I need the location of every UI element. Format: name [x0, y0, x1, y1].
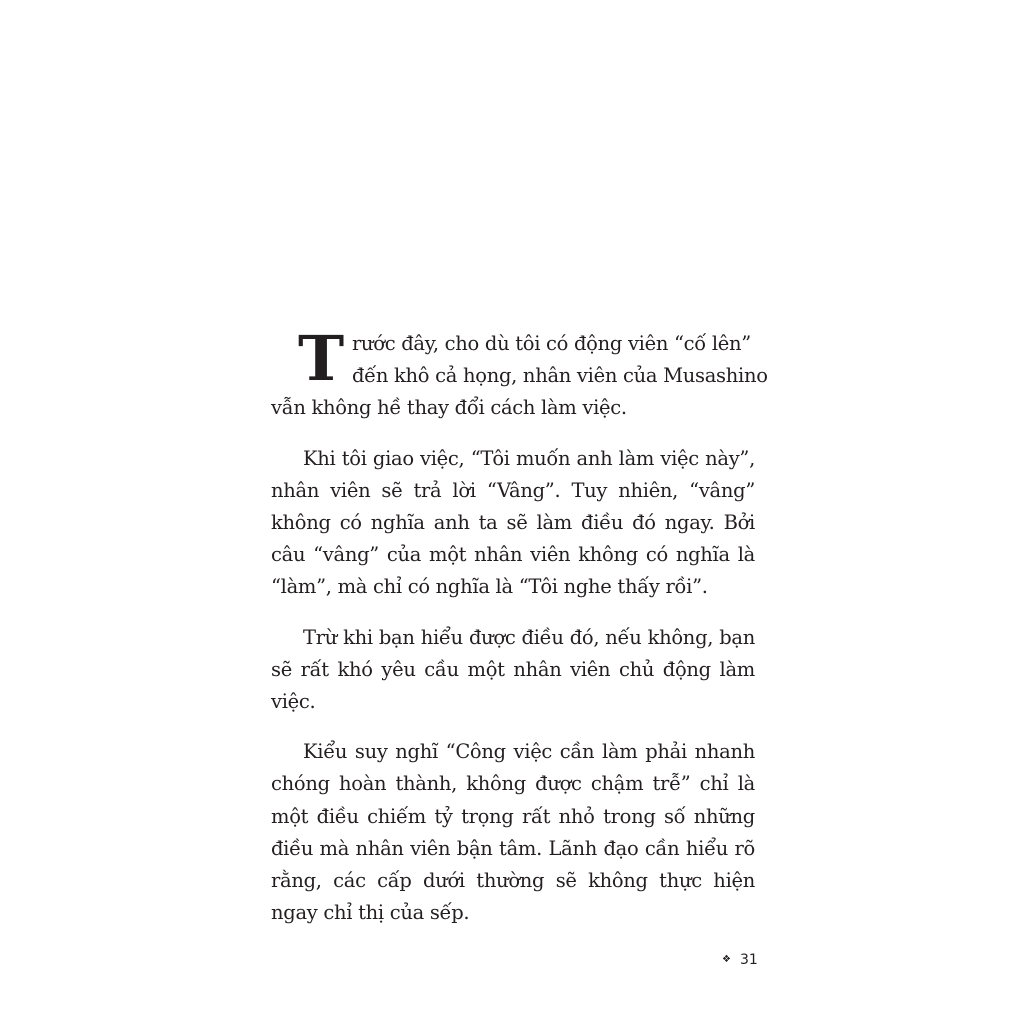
drop-cap: T — [298, 322, 344, 395]
opening-line-2: đến khô cả họng, nhân viên của Musashino — [352, 364, 768, 388]
page-number: 31 — [739, 952, 758, 968]
paragraph-2: Khi tôi giao việc, “Tôi muốn anh làm việc này”, nhân viên sẽ trả lời “Vâng”. Tuy nhiên, “vâng” không có nghĩa anh ta sẽ làm điều đó ngay. Bởi câu “vâng” của một nhân viên không có nghĩa là “làm”, mà chỉ có nghĩa là “Tôi nghe thấy rồi”. — [271, 446, 755, 599]
paragraph-3: Trừ khi bạn hiểu được điều đó, nếu không, bạn sẽ rất khó yêu cầu một nhân viên chủ động làm việc. — [271, 625, 755, 714]
body-text — [271, 322, 768, 947]
paragraph-4: Kiểu suy nghĩ “Công việc cần làm phải nhanh chóng hoàn thành, không được chậm trễ” chỉ là một điều chiếm tỷ trọng rất nhỏ trong số những điều mà nhân viên bận tâm. Lãnh đạo cần hiểu rõ rằng, các cấp dưới thường sẽ không thực hiện ngay chỉ thị của sếp. — [271, 740, 755, 925]
opening-paragraph — [271, 322, 768, 425]
page-footer — [722, 952, 758, 968]
opening-line-1: rước đây, cho dù tôi có động viên “cố lên” — [352, 332, 751, 355]
opening-line-3: vẫn không hề thay đổi cách làm việc. — [271, 396, 627, 420]
ornament-icon: ❖ — [722, 954, 731, 965]
